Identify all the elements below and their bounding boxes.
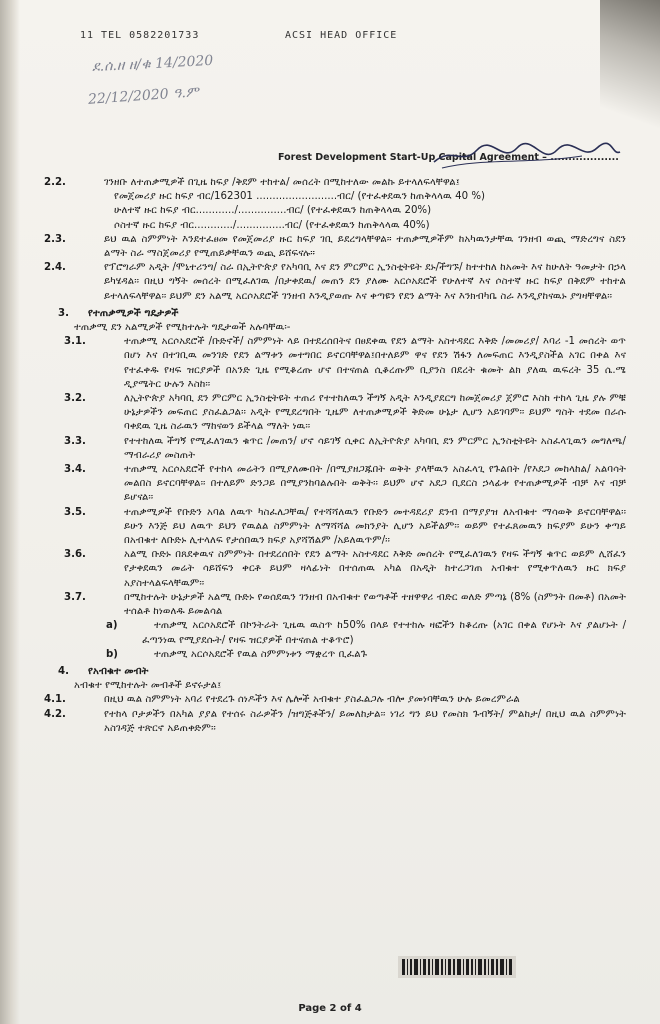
handwritten-note-2: 22/12/2020 ዓ.ም bbox=[87, 84, 200, 108]
section-number: 3. bbox=[58, 307, 69, 319]
clause-text: ተጠቃሚ አርሶአደሮች /ቡድኖች/ ስምምነት ላይ በተደረሰበትና በፀደቀዉ የደን ልማት አስተዳደር እቅድ /መመሪያ/ እባሪ -1 መሰረት ወጥ በሆነ እና በተገቢዉ መንገድ የደን ልማቱን መተግበር ይኖርባቸዋል፤በተለይም ዋና የደን ሽፋን ለመፍጠር እንዲያስችል አገር በቀል እና የተፈቀዱ የዛፍ ዝርያዎች በአንድ ጊዜ የሚቆረጡ ሆኖ በተናጠል ሲቆረጡም ቢያንስ በደረት ቁመት ልክ ያለዉ ዉፍረት 35 ሴ.ሜ ዲያሜትር ሁሉን እስከ፡፡ bbox=[124, 336, 626, 390]
intro-line: አብቁተ የሚከተሉት መብቶች ይኖሩታል፤ bbox=[74, 680, 222, 692]
clause-number: 3.4. bbox=[64, 464, 86, 476]
clause bbox=[44, 708, 626, 736]
clause-number: 4.2. bbox=[44, 708, 66, 720]
clause bbox=[44, 693, 626, 707]
clause-number: 2.3. bbox=[44, 233, 66, 245]
fax-office: ACSI HEAD OFFICE bbox=[285, 30, 398, 41]
clause bbox=[58, 392, 626, 435]
payment-schedule-line: የመጀመሪያ ዙር ከፍያ ብር/162301 .........................ብር/ (የተፈቀደዉን ከጠቅላላዉ 40 %) bbox=[114, 191, 485, 203]
clause-text: የተተከለዉ ችግኝ የሚፈለገዉን ቁጥር /መጠን/ ሆኖ ሳይገኝ ሲቀር ለኢትዮጵያ አካባቢ ደን ምርምር ኢንስቲትዩት አስፈላጊዉን መግለጫ/ማብራሪያ መስጠት bbox=[124, 435, 626, 461]
clause-number: b) bbox=[106, 648, 118, 660]
clause-text: አልሚ ቡድኑ በጸደቀዉና ስምምነት በተደረሰበት የደን ልማት አስተዳደር እቅድ መሰረት የሚፈለገዉን የዛፍ ችግኝ ቁጥር ወይም ሊሸፈን የታቀደዉን መሬት ሳይሸፍን ቀርቶ ይህም ዛላፊነት በተሰጠዉ አካል በአዲት ከተረጋገጠ አብቁተ የሚቀጥለዉን ዙር ክፍያ አያስተላልፍላቸዉም፡፡ bbox=[124, 549, 626, 589]
section-number: 4. bbox=[58, 665, 69, 677]
clause-number: 3.5. bbox=[64, 506, 86, 518]
binder-edge-shadow bbox=[0, 0, 20, 1024]
clause bbox=[44, 261, 626, 304]
agreement-body bbox=[44, 176, 626, 736]
clause bbox=[58, 591, 626, 619]
stamp-barcode bbox=[398, 956, 516, 978]
page-corner-shadow bbox=[600, 0, 660, 140]
clause-text: ገንዘቡ ለተጠቃሚዎች በጊዜ ከፍያ /ቅደም ተከተል/ መሰረት በሚከተለው መልኩ ይተላለፍላቸዋል፤ bbox=[104, 177, 460, 188]
clause bbox=[58, 619, 626, 647]
page-number: Page 2 of 4 bbox=[298, 1003, 362, 1014]
payment-schedule-line: ሁለተኛ ዙር ከፍያ ብር............/...............ብር/ (የተፈቀደዉን ከጠቅላላዉ 20%) bbox=[114, 205, 432, 217]
section-title: የአብቁተ መብት bbox=[88, 665, 149, 677]
clause-text: በሚከተሉት ሁኔታዎች አልሚ ቡድኑ የወሰደዉን ገንዘብ በአብቁተ የወጣቶች ተዘዋዋሪ ብድር ወለድ ምጣኔ (8% (ስምንት በመቶ) በአመት ተሰልቶ ከነወለዱ ይመልሳል bbox=[124, 591, 626, 618]
fax-tel: 11 TEL 0582201733 bbox=[80, 30, 200, 41]
clause bbox=[44, 233, 626, 261]
payment-schedule-line: ሶስተኛ ዙር ከፍያ ብር............/...............ብር/ (የተፈቀደዉን ከጠቅላላዉ 40%) bbox=[114, 219, 430, 231]
handwritten-note-1: ደ.ሰ.ዘ ዘ/ቁ 14/2020 bbox=[91, 52, 214, 76]
clause-number: 3.6. bbox=[64, 549, 86, 561]
agreement-title: Forest Development Start-Up Capital Agreement – ................... bbox=[278, 152, 619, 163]
signature-scribble bbox=[432, 136, 622, 172]
clause bbox=[58, 648, 626, 662]
clause bbox=[58, 435, 626, 463]
clause-number: 4.1. bbox=[44, 694, 66, 706]
clause-text: የፕሮግራም አዲት /ሞኒተሪንግ/ ስራ በኢትዮጵያ የአካባቢ እና ደን ምርምር ኢንስቲትዩት ደኑ/ችግኙ/ ከተተከለ ከአመት እና ከሁለት ዓመታት በኃላ ይካሄዳል፡፡ በዚህ ግኝት መሰረት በሚፈለገዉ /በታቀደዉ/ መጠን ደን ያለሙ አርሶአደሮች የሁለተኛ እና ሶስተኛ ዙር ከፍያ በቅደም ተከተል ይተላለፍላቸዋል፡፡ ይህም ደን አልሚ አርሶአደሮች ገንዘብ እንዲያወጡ እና ቀጣዩን የደን ልማት እና እንክብካቤ ስራ እንዲያከናዉኑ ያግዛቸዋል፡፡ bbox=[104, 262, 626, 302]
intro-line: ተጠቃሚ ደን አልሚዎች የሚከተሉት ግዴታወች አሉባቸዉ፡- bbox=[74, 322, 291, 334]
section-title: የተጠቃሚዎች ግዴታዎች bbox=[88, 307, 179, 319]
clause-text: ይህ ዉል ስምምነት እንደተፈፀመ የመጀመሪያ ዙር ከፍያ ገቢ ይደረግላቸዋል። ተጠቃሚዎችም ከአካዉንታቸዉ ገንዘብ ወጪ ማድረግና ስደን ልማት ስራ ማስጀመሪያ የሚጠይቃቸዉን ወጪ ይሸፍናሉ። bbox=[104, 233, 626, 260]
clause bbox=[58, 506, 626, 549]
clause bbox=[58, 548, 626, 591]
clause bbox=[58, 463, 626, 506]
section-heading bbox=[58, 665, 626, 679]
clause-number: 3.7. bbox=[64, 591, 86, 603]
clause-number: 3.1. bbox=[64, 336, 86, 348]
clause-text: በዚህ ዉል ስምምነት አባሪ የተደረጉ ሰነዶችን እና ሌሎች አብቁተ ያስፈልጋሉ ብሎ ያመነባቸዉን ሁሉ ይመረምራል bbox=[104, 694, 520, 706]
clause-text: ተጠቃሚ አርሶአደሮች የዉል ስምምነቱን ማቋረጥ ቢፈልጉ bbox=[154, 648, 368, 660]
clause-text: የተከላ ቦታዎችን በአካል ያያል የተሰሩ ስራዎችን /ዝግጅቶችን/ ይመለከታል፡፡ ነገሪ ግን ይህ የመስክ ጉብኝት/ ምልከታ/ በዚህ ዉል ስምምነት አስገዳጅ ተጽርኖ አይጠቀድም፡፡ bbox=[104, 708, 626, 734]
clause-text: ለኢትዮጵያ አካባቢ ደን ምርምር ኢንስቲትዩት ተጠሪ የተተከለዉን ችግኝ አዲት እንዲያደርግ ከመጀመሪያ ጀምሮ እስከ ተከላ ጊዜ ያሉ ምቹ ሁኔታዎችን መፍጠር ያስፈልጋል፡፡ አዲት የሚደረግበት ጊዜም ለተጠቃሚዎች ቅድመ ሁኔታ ሊሆን አይገባም፡፡ ይህም ግስት ተደመ በራሱ ባቀደዉ ጊዜ ስራዉን ማከናወን ይችላል ማለት ነዉ፡፡ bbox=[124, 393, 626, 433]
clause-number: 2.2. bbox=[44, 177, 66, 188]
clause-number: 3.3. bbox=[64, 435, 86, 447]
section-heading bbox=[58, 307, 626, 321]
clause-number: a) bbox=[106, 620, 118, 632]
clause-number: 3.2. bbox=[64, 393, 86, 405]
clause bbox=[58, 335, 626, 392]
clause-text: ተጠቃሚ አርሶአደሮች በኮንትራት ጊዜዉ ዉስጥ ከ50% በላይ የተተከሉ ዛፎችን ከቆረጡ (አገር በቀል የሆኑት እና ያልሆኑት /ፈጣንነዉ የሚያደሱት/ የዛፍ ዝርያዎች በተናጠል ተቆጥሮ) bbox=[142, 620, 626, 646]
clause-text: ተጠቃሚዎች የቡድን አባል ለዉጥ ካስፈለጋቸዉ/ የተሻሻለዉን የቡድን መተዳደሪያ ደንብ በማያያዝ ለአብቁተ ማሳወቅ ይኖርባቸዋል፡፡ ይሁን እንጅ ይህ ለዉጥ ይህን የዉልል ስምምነት ለማሻሻል መክንያት ሊሆን አይችልም፡፡ ወይም የተፈጸመዉን ክፍያም ይሁን ቀጣይ በአብቁተ ለቡድኑ ሊተላለፍ የታሰበዉን ክፍያ አያሻሽልም /አይለዉጥም/፡፡ bbox=[124, 506, 626, 547]
clause-number: 2.4. bbox=[44, 262, 66, 274]
clause bbox=[44, 176, 626, 190]
clause-text: ተጠቃሚ አርሶአደሮች የተከላ መሬትን በሚያለሙበት /በሚያዘጋጁበት ወቅት ያላቸዉን አስፈላጊ የጉልበት /የእደጋ መከላከል/ አልባሳት መልበስ ይኖርባቸዋል፡፡ በተለይም ድንጋይ በሚያንከባልሉበት ወቅት፡፡ ይህም ሆኖ አደጋ ቢደርስ ኃላፊቱ የተጠቃሚዎች ብቻ እና ብቻ ይሆናል፡፡ bbox=[124, 464, 626, 504]
